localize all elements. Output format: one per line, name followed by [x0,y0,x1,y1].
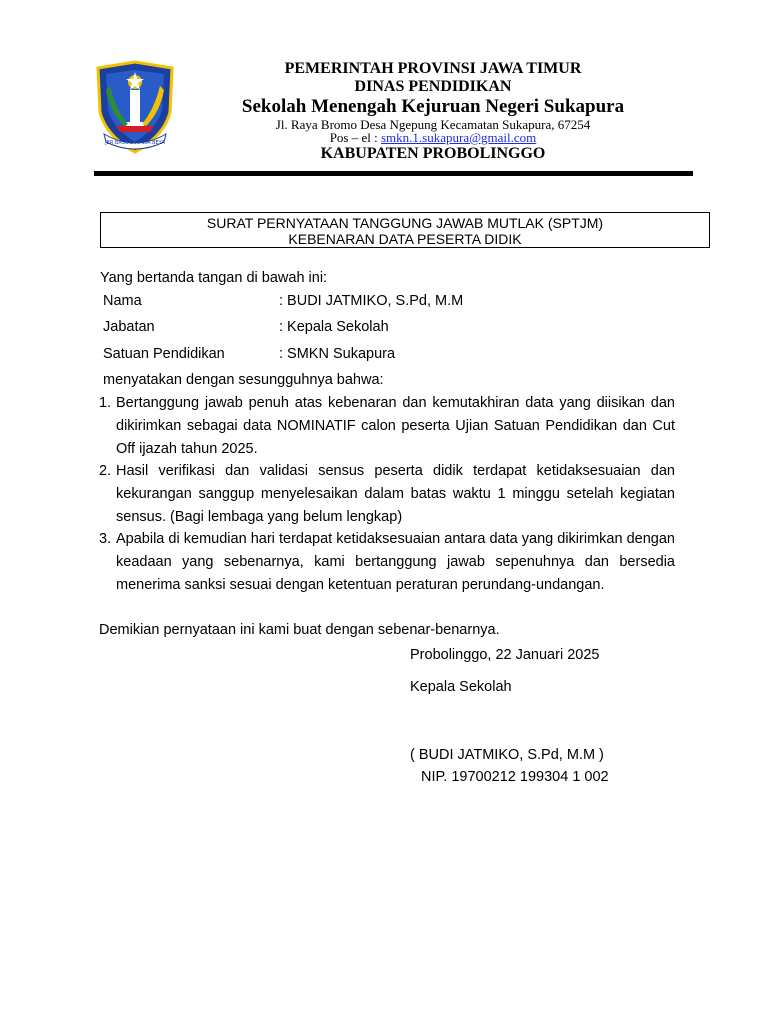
document-title-line1: SURAT PERNYATAAN TANGGUNG JAWAB MUTLAK (SPTJM) [206,215,604,231]
document-title-box [100,212,710,248]
field-label-unit: Satuan Pendidikan [103,346,225,362]
statement-point-1 [99,392,675,461]
emblem-ribbon-text: JER BASUKI MAWA BEYA [105,140,165,146]
field-value-unit: : SMKN Sukapura [279,346,396,362]
statement-point-3 [99,528,675,597]
point-number: 2. [99,463,112,479]
document-title-line2: KEBENARAN DATA PESERTA DIDIK [288,231,522,247]
statement-lead: menyatakan dengan sesungguhnya bahwa: [103,372,384,388]
signature-place-date: Probolinggo, 22 Januari 2025 [410,647,600,663]
field-value-name: : BUDI JATMIKO, S.Pd, M.M [279,293,464,309]
email-link[interactable]: smkn.1.sukapura@gmail.com [380,130,537,145]
field-value-position: : Kepala Sekolah [279,319,389,335]
letterhead-address: Jl. Raya Bromo Desa Ngepung Kecamatan Sukapura, 67254 [275,117,591,132]
signature-name: ( BUDI JATMIKO, S.Pd, M.M ) [410,747,604,763]
point-text: Hasil verifikasi dan validasi sensus peserta didik terdapat ketidaksesuaian dan kekurangan sanggup menyelesaikan dalam batas waktu 1 minggu setelah kegiatan sensus. (Bagi lembaga yang belum lengkap) [116,463,675,525]
email-prefix: Pos – el : [329,130,381,145]
letterhead-school-name: Sekolah Menengah Kejuruan Negeri Sukapura [241,96,625,117]
field-label-position: Jabatan [103,319,155,335]
letterhead-government: PEMERINTAH PROVINSI JAWA TIMUR [284,60,582,77]
point-text: Apabila di kemudian hari terdapat ketidaksesuaian antara data yang dikirimkan dengan keadaan yang sebenarnya, kami bertanggung jawab sepenuhnya dan bersedia menerima sanksi sesuai dengan ketentuan peraturan perundang-undangan. [116,531,675,593]
letterhead-rule [94,171,693,176]
letterhead-department: DINAS PENDIDIKAN [354,78,512,95]
intro-text: Yang bertanda tangan di bawah ini: [100,270,328,286]
closing-text: Demikian pernyataan ini kami buat dengan sebenar-benarnya. [99,622,500,638]
point-number: 3. [99,531,112,547]
point-text: Bertanggung jawab penuh atas kebenaran dan kemutakhiran data yang diisikan dan dikirimkan sebagai data NOMINATIF calon peserta Ujian Satuan Pendidikan dan Cut Off ijazah tahun 2025. [116,395,675,457]
letterhead-regency: KABUPATEN PROBOLINGGO [320,145,546,162]
field-label-name: Nama [103,293,142,309]
signature-position: Kepala Sekolah [410,679,512,695]
point-number: 1. [99,395,112,411]
signature-nip: NIP. 19700212 199304 1 002 [421,769,609,785]
east-java-emblem-logo [94,60,176,156]
statement-point-2 [99,460,675,529]
